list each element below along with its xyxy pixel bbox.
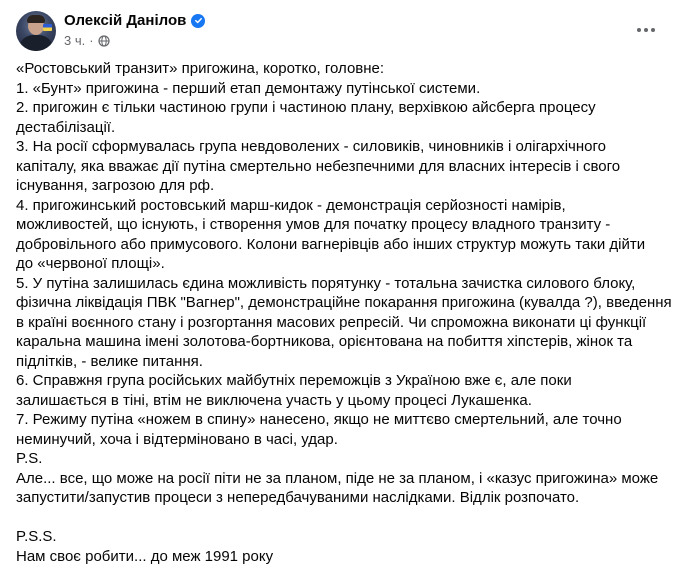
post-line: запустити/запустив процеси з непередбачуваними наслідками. Відлік розпочато. (16, 489, 580, 506)
post-line: 5. У путіна залишилась єдина можливість порятунку - тотальна зачистка силового блоку, (16, 274, 636, 292)
post-text (16, 59, 672, 566)
post-line: дестабілізації. (16, 118, 116, 136)
post-line: 3. На росії сформувалась група невдоволених - силовиків, чиновників і олігархічного (16, 138, 606, 155)
post-line: 6. Справжня група російських майбутніх переможців з Україною вже є, але поки (16, 372, 572, 389)
post-line: 4. пригожинський ростовський марш-кидок - демонстрація серйозності намірів, (16, 196, 566, 214)
meta-separator: · (89, 33, 94, 48)
more-options-icon[interactable] (628, 17, 664, 43)
post-line: неминучий, хоча і відтерміновано в часі, удар. (16, 430, 338, 448)
post-line: в країні воєнного стану і розгортання масових репресій. Чи спроможна виконати ці функції (16, 313, 647, 331)
post-timestamp[interactable]: 3 ч. (64, 33, 86, 48)
post-line: залишається в тіні, втім не виключена участь у цьому процесі Лукашенка. (16, 391, 532, 409)
post-line: підлітків, - велике питання. (16, 352, 203, 370)
globe-icon[interactable] (98, 35, 110, 47)
post-line: до «червоної площі». (16, 255, 165, 272)
post-line: існування, загрозою для рф. (16, 177, 215, 194)
post-line-blank (16, 508, 666, 528)
post-line: Нам своє робити... до меж 1991 року (16, 547, 274, 565)
post-line: добровільного або примусового. Колони вагнерівців або інших структур можуть таки дійти (16, 235, 646, 253)
post-line: Але... все, що може на росії піти не за планом, піде не за планом, і «казус пригожина» може (16, 469, 659, 487)
verified-badge-icon (191, 14, 205, 28)
post-line: каральна машина імені золотова-бортникова, орієнтована на побиття хіпстерів, жінок та (16, 333, 633, 350)
post-line: P.S. (16, 450, 43, 467)
post-header (16, 11, 664, 51)
author-name[interactable]: Олексій Данілов (64, 12, 187, 29)
author-name-row (64, 12, 205, 29)
post-line: P.S.S. (16, 528, 57, 545)
post-line: фізична ліквідація ПВК "Вагнер", демонстраційне покарання пригожина (кувалда ?), введення (16, 294, 672, 311)
author-avatar[interactable] (16, 11, 56, 51)
post-line: «Ростовський транзит» пригожина, коротко, головне: (16, 60, 385, 77)
post-line: 7. Режиму путіна «ножем в спину» нанесено, якщо не миттєво смертельний, але точно (16, 411, 622, 428)
post-line: 2. пригожин є тільки частиною групи і частиною плану, верхівкою айсберга процесу (16, 99, 596, 116)
post-line: капіталу, яка вважає дії путіна смертельно небезпечними для власних інтересів і свого (16, 157, 621, 175)
post-line: 1. «Бунт» пригожина - перший етап демонтажу путінської системи. (16, 79, 481, 97)
post-meta (64, 33, 110, 48)
post-line: можливостей, що існують, і створення умов для початку процесу владного транзиту - (16, 216, 611, 233)
